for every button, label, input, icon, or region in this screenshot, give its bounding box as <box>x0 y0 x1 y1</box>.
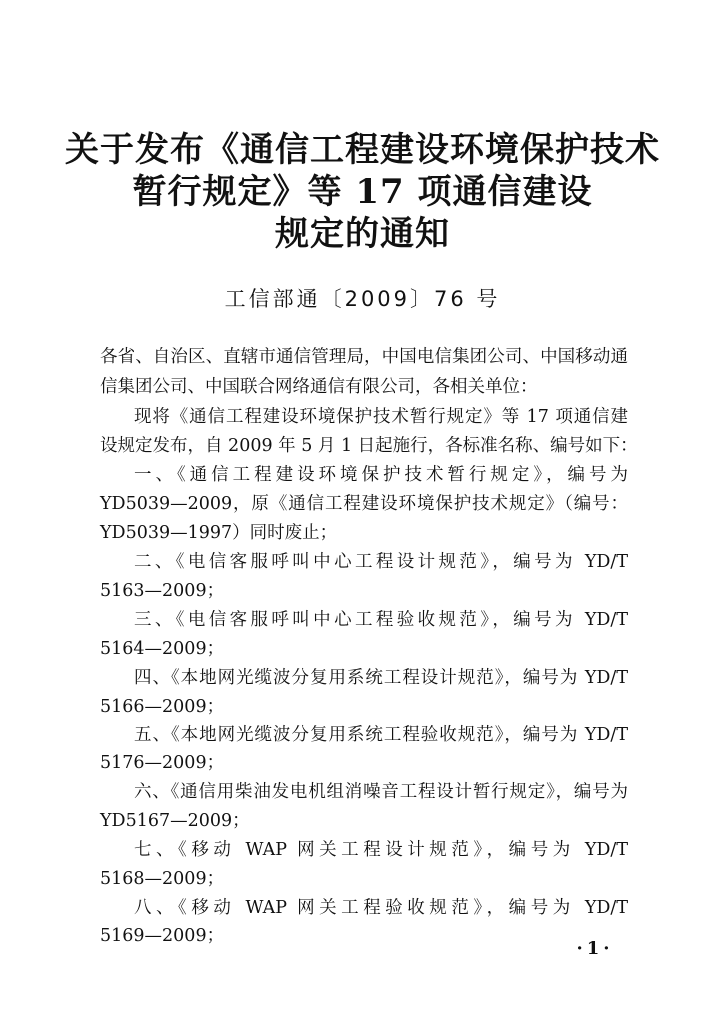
item-8-line-2: 5169—2009； <box>100 926 225 946</box>
item-3-line-1: 三、《电信客服呼叫中心工程验收规范》，编号为 YD/T <box>134 610 628 630</box>
item-5-line-1: 五、《本地网光缆波分复用系统工程验收规范》，编号为 YD/T <box>134 725 628 745</box>
title-line-3: 规定的通知 <box>275 214 450 254</box>
item-6-line-2: YD5167—2009； <box>100 811 250 831</box>
item-4-line-2: 5166—2009； <box>100 697 225 717</box>
item-2-line-1: 二、《电信客服呼叫中心工程设计规范》，编号为 YD/T <box>134 552 628 572</box>
item-1-line-3: YD5039—1997）同时废止； <box>100 523 338 543</box>
item-7-line-2: 5168—2009； <box>100 869 225 889</box>
intro-line-1: 现将《通信工程建设环境保护技术暂行规定》等 17 项通信建 <box>134 407 628 427</box>
title-line-2: 暂行规定》等 17 项通信建设 <box>132 172 593 212</box>
item-1-line-1: 一、《通信工程建设环境保护技术暂行规定》，编号为 <box>134 465 628 485</box>
item-6-line-1: 六、《通信用柴油发电机组消噪音工程设计暂行规定》，编号为 <box>134 782 628 802</box>
addressee-line-1: 各省、自治区、直辖市通信管理局，中国电信集团公司、中国移动通 <box>100 347 628 367</box>
item-1-line-2: YD5039—2009，原《通信工程建设环境保护技术规定》（编号： <box>100 494 628 514</box>
document-number: 工信部通〔2009〕76 号 <box>224 287 501 311</box>
page-number: ·1· <box>576 938 614 959</box>
item-8-line-1: 八、《移动 WAP 网关工程验收规范》，编号为 YD/T <box>134 898 628 918</box>
intro-line-2: 设规定发布，自 2009 年 5 月 1 日起施行，各标准名称、编号如下： <box>100 436 638 456</box>
item-4-line-1: 四、《本地网光缆波分复用系统工程设计规范》，编号为 YD/T <box>134 668 628 688</box>
item-5-line-2: 5176—2009； <box>100 753 225 773</box>
item-2-line-2: 5163—2009； <box>100 581 225 601</box>
item-3-line-2: 5164—2009； <box>100 639 225 659</box>
addressee-line-2: 信集团公司、中国联合网络通信有限公司，各相关单位： <box>100 377 538 397</box>
item-7-line-1: 七、《移动 WAP 网关工程设计规范》，编号为 YD/T <box>134 840 628 860</box>
title-line-1: 关于发布《通信工程建设环境保护技术 <box>65 130 660 170</box>
